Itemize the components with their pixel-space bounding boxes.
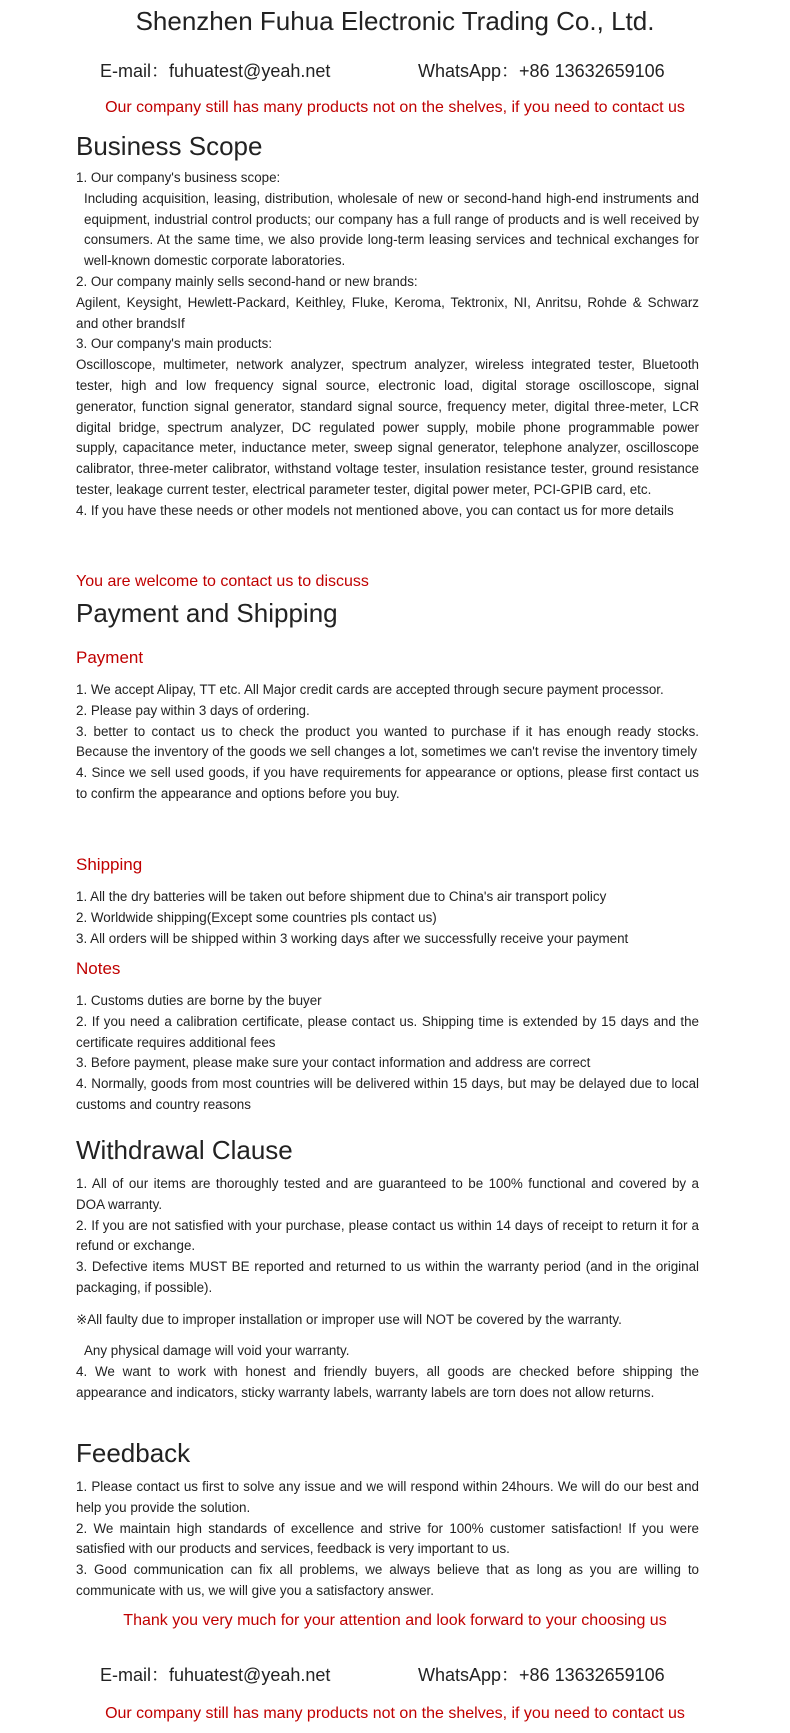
feedback-item-1: 1. Please contact us first to solve any issue and we will respond within 24hours. We will do our best and help you provide the solution. [76,1479,699,1515]
notice-bottom: Our company still has many products not on the shelves, if you need to contact us [105,1705,685,1722]
whatsapp-text: WhatsApp：+86 13632659106 [418,61,665,81]
shipping-item-3: 3. All orders will be shipped within 3 working days after we successfully receive your payment [76,930,629,946]
payment-item-3: 3. better to contact us to check the product you wanted to purchase if it has enough ready stocks. Because the inventory of the goods we sell changes a lot, sometimes we can't revise the inventory timely [76,723,699,760]
welcome-text: You are welcome to contact us to discuss [76,573,369,590]
withdrawal-item-3: 3. Defective items MUST BE reported and returned to us within the warranty period (and in the original packaging, if possible). [76,1259,699,1295]
business-item-1-body: Including acquisition, leasing, distribution, wholesale of new or second-hand high-end instruments and equipment, industrial control products; our company has a full range of products and is well received by consumers. At the same time, we also provide long-term leasing services and technical exchanges for well-known domestic corporate laboratories. [84,190,699,269]
notes-heading: Notes [76,959,121,978]
business-scope-heading: Business Scope [76,131,263,161]
withdrawal-list [76,1174,699,1299]
shipping-item-2: 2. Worldwide shipping(Except some countries pls contact us) [76,909,437,925]
feedback-item-3: 3. Good communication can fix all problems, we always believe that as long as you are willing to communicate with us, we will give you a satisfactory answer. [76,1562,699,1598]
shipping-list [76,887,699,949]
business-item-3-body: Oscilloscope, multimeter, network analyzer, spectrum analyzer, wireless integrated tester, Bluetooth tester, high and low frequency signal source, electronic load, digital storage oscilloscope, signal generator, function signal generator, standard signal source, frequency meter, digital three-meter, LCR digital bridge, spectrum analyzer, DC regulated power supply, mobile phone programmable power supply, capacitance meter, inductance meter, sweep signal generator, telephone analyzer, oscilloscope calibrator, three-meter calibrator, withstand voltage tester, insulation resistance tester, ground resistance tester, leakage current tester, electrical parameter tester, digital power meter, PCI-GPIB card, etc. [76,357,699,497]
withdrawal-item-1: 1. All of our items are thoroughly tested and are guaranteed to be 100% functional and covered by a DOA warranty. [76,1176,699,1212]
email-text: E-mail：fuhuatest@yeah.net [100,61,331,81]
business-scope-body [76,168,699,522]
payment-shipping-heading: Payment and Shipping [76,598,338,628]
shipping-heading: Shipping [76,855,143,874]
payment-heading: Payment [76,648,144,667]
shipping-item-1: 1. All the dry batteries will be taken out before shipment due to China's air transport policy [76,889,607,904]
business-item-2-body: Agilent, Keysight, Hewlett-Packard, Keithley, Fluke, Keroma, Tektronix, NI, Anritsu, Rohde & Schwarz and other brandsIf [76,294,699,331]
business-item-2-head: 2. Our company mainly sells second-hand or new brands: [76,273,418,289]
feedback-heading: Feedback [76,1438,191,1468]
footer-email-text: E-mail：fuhuatest@yeah.net [100,1665,331,1685]
withdrawal-faulty-note [76,1310,699,1331]
payment-item-2: 2. Please pay within 3 days of ordering. [76,702,310,718]
business-item-3-head: 3. Our company's main products: [76,336,273,352]
payment-item-4: 4. Since we sell used goods, if you have requirements for appearance or options, please first contact us to confirm the appearance and options before you buy. [76,765,699,801]
notes-list [76,991,699,1116]
notes-item-4: 4. Normally, goods from most countries will be delivered within 15 days, but may be delayed due to local customs and country reasons [76,1076,699,1112]
notice-top: Our company still has many products not on the shelves, if you need to contact us [105,99,685,116]
damage-note-text: Any physical damage will void your warranty. [84,1343,350,1358]
thanks-text: Thank you very much for your attention and look forward to your choosing us [123,1612,667,1629]
notes-item-3: 3. Before payment, please make sure your contact information and address are correct [76,1055,591,1071]
company-title: Shenzhen Fuhua Electronic Trading Co., Ltd. [135,6,655,36]
withdrawal-item-2: 2. If you are not satisfied with your purchase, please contact us within 14 days of receipt to return it for a refund or exchange. [76,1217,699,1254]
business-item-4: 4. If you have these needs or other models not mentioned above, you can contact us for more details [76,502,674,518]
payment-item-1: 1. We accept Alipay, TT etc. All Major credit cards are accepted through secure payment processor. [76,682,664,697]
feedback-list [76,1477,699,1602]
faulty-note-text: ※All faulty due to improper installation or improper use will NOT be covered by the warranty. [76,1312,622,1327]
withdrawal-tail [76,1341,699,1403]
notes-item-1: 1. Customs duties are borne by the buyer [76,993,322,1008]
footer-whatsapp-text: WhatsApp：+86 13632659106 [418,1665,665,1685]
payment-list [76,680,699,805]
notes-item-2: 2. If you need a calibration certificate, please contact us. Shipping time is extended by 15 days and the certificate requires additional fees [76,1013,699,1050]
business-item-1-head: 1. Our company's business scope: [76,170,281,185]
withdrawal-item-4: 4. We want to work with honest and friendly buyers, all goods are checked before shipping the appearance and indicators, sticky warranty labels, warranty labels are torn does not allow returns. [76,1363,699,1400]
withdrawal-heading: Withdrawal Clause [76,1135,293,1165]
feedback-item-2: 2. We maintain high standards of excellence and strive for 100% customer satisfaction! If you were satisfied with our products and services, feedback is very important to us. [76,1520,699,1557]
